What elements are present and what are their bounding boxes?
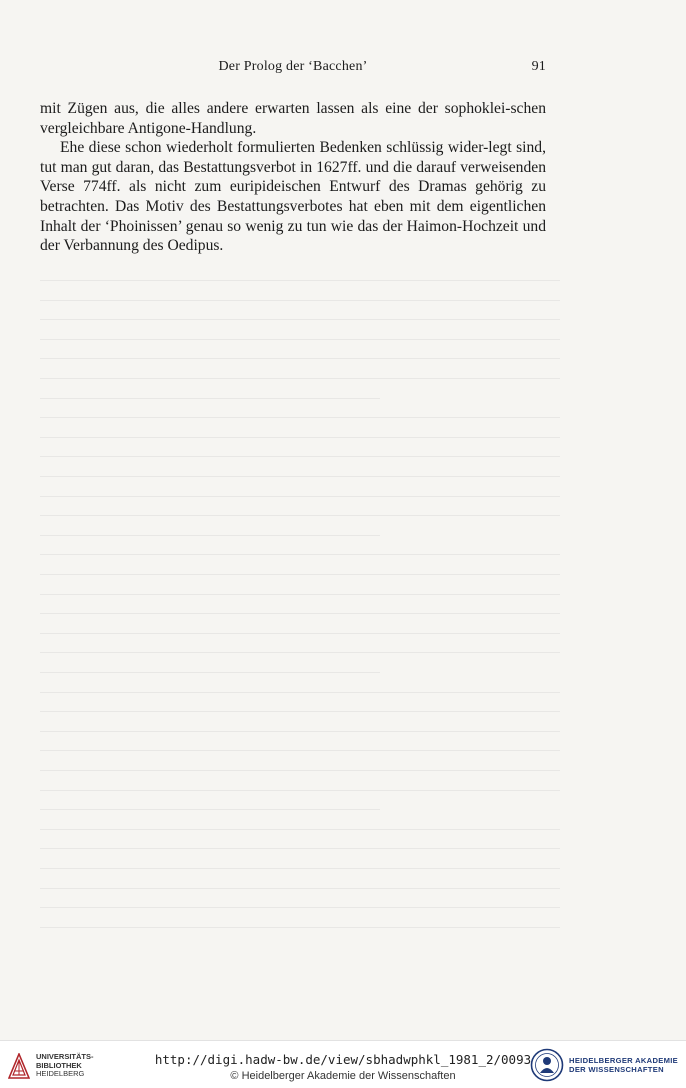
show-through-line bbox=[40, 907, 560, 908]
show-through-line bbox=[40, 672, 380, 673]
copyright-notice: © Heidelberger Akademie der Wissenschaften bbox=[230, 1070, 456, 1082]
show-through-line bbox=[40, 417, 560, 418]
show-through-line bbox=[40, 358, 560, 359]
library-name-line1: UNIVERSITÄTS- bbox=[36, 1052, 94, 1062]
show-through-line bbox=[40, 554, 560, 555]
show-through-line bbox=[40, 515, 560, 516]
academy-logo[interactable] bbox=[530, 1047, 678, 1083]
library-name-line2: BIBLIOTHEK bbox=[36, 1060, 82, 1070]
page-number: 91 bbox=[531, 59, 546, 74]
show-through-line bbox=[40, 574, 560, 575]
show-through-line bbox=[40, 848, 560, 849]
show-through-line bbox=[40, 398, 380, 399]
paragraph-2: Ehe diese schon wiederholt formulierten Bedenken schlüssig wider-legt sind, tut man gut daran, das Bestattungsverbot in 1627ff. und die darauf verweisenden Verse 774ff. als nicht zum euripideischen Entwurf des Dramas gehörig zu betrachten. Das Motiv des Bestattungsverbotes hat eben mit dem eigentlichen Inhalt der ‘Phoinissen’ genau so wenig zu tun wie das der Haimon-Hochzeit und der Verbannung des Oedipus. bbox=[40, 139, 546, 255]
show-through-line bbox=[40, 868, 560, 869]
show-through-line bbox=[40, 496, 560, 497]
show-through-texture bbox=[40, 272, 560, 952]
show-through-line bbox=[40, 280, 560, 281]
show-through-line bbox=[40, 300, 560, 301]
page-url-link[interactable]: http://digi.hadw-bw.de/view/sbhadwphkl_1981_2/0093 bbox=[154, 1052, 532, 1067]
show-through-line bbox=[40, 339, 560, 340]
running-head-title: Der Prolog der ‘Bacchen’ bbox=[218, 59, 368, 74]
show-through-line bbox=[40, 692, 560, 693]
show-through-line bbox=[40, 535, 380, 536]
academy-seal-icon bbox=[530, 1048, 564, 1082]
viewer-footer bbox=[0, 1040, 686, 1088]
library-name-line3: HEIDELBERG bbox=[36, 1069, 85, 1079]
show-through-line bbox=[40, 809, 380, 810]
show-through-line bbox=[40, 613, 560, 614]
show-through-line bbox=[40, 633, 560, 634]
show-through-line bbox=[40, 711, 560, 712]
show-through-line bbox=[40, 888, 560, 889]
show-through-line bbox=[40, 790, 560, 791]
show-through-line bbox=[40, 437, 560, 438]
show-through-line bbox=[40, 731, 560, 732]
academy-name bbox=[569, 1056, 678, 1074]
show-through-line bbox=[40, 927, 560, 928]
show-through-line bbox=[40, 476, 560, 477]
show-through-line bbox=[40, 750, 560, 751]
show-through-line bbox=[40, 456, 560, 457]
show-through-line bbox=[40, 652, 560, 653]
show-through-line bbox=[40, 770, 560, 771]
show-through-line bbox=[40, 829, 560, 830]
show-through-line bbox=[40, 319, 560, 320]
show-through-line bbox=[40, 378, 560, 379]
academy-name-line1: HEIDELBERGER AKADEMIE bbox=[569, 1056, 678, 1065]
body-text bbox=[40, 99, 546, 256]
academy-name-line2: DER WISSENSCHAFTEN bbox=[569, 1065, 664, 1074]
show-through-line bbox=[40, 594, 560, 595]
paragraph-1: mit Zügen aus, die alles andere erwarten lassen als eine der sophoklei-schen vergleichbare Antigone-Handlung. bbox=[40, 100, 546, 137]
